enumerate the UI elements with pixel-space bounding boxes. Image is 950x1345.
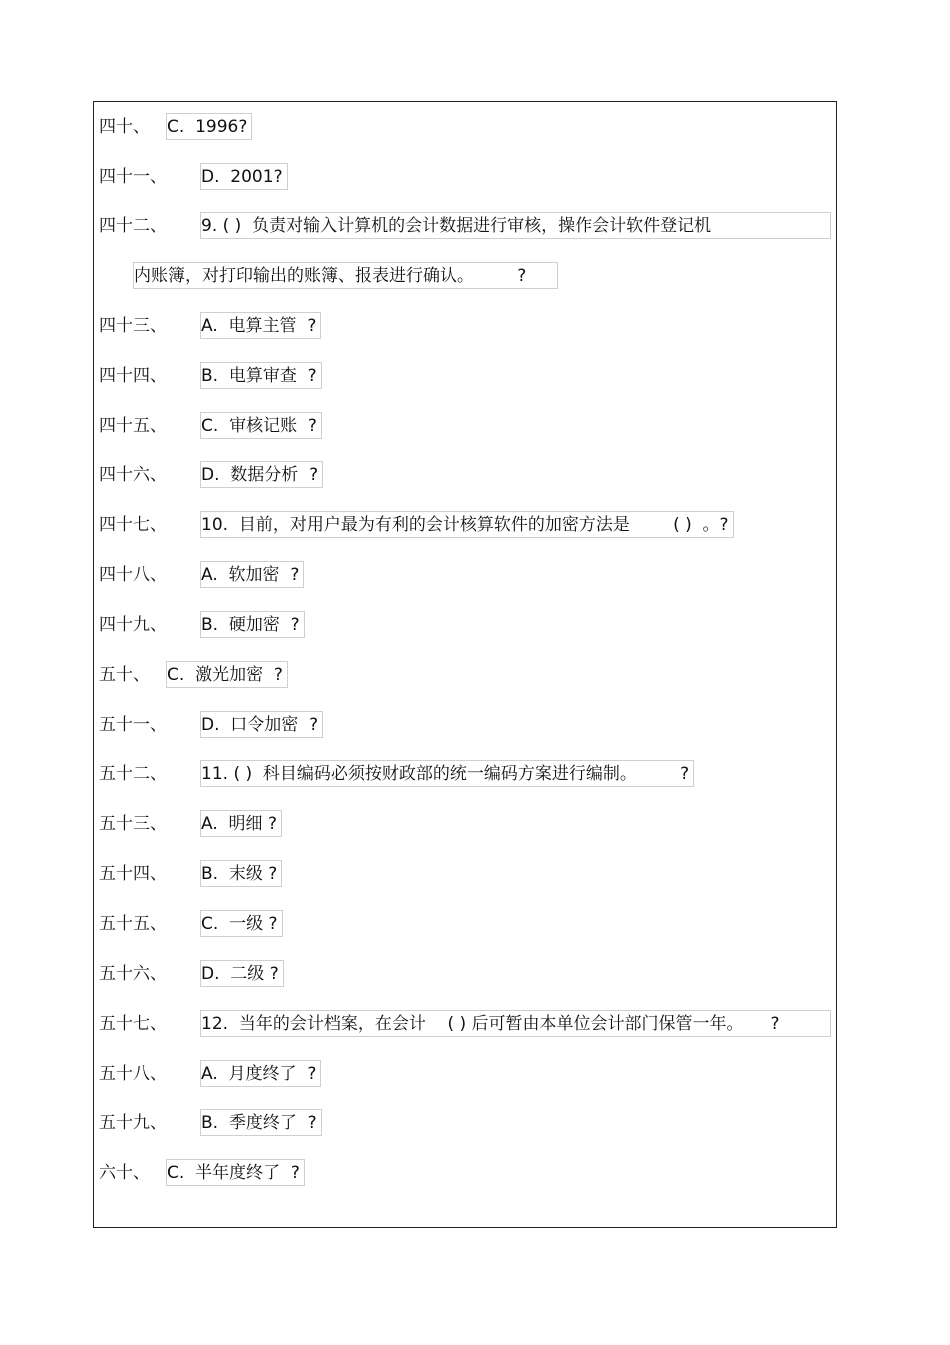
item-text: B. 末级 ? [200,860,282,887]
item-text: C. 激光加密 ? [166,661,288,688]
item-text: D. 口令加密 ? [200,711,323,738]
item-text: C. 审核记账 ? [200,412,322,439]
item-text: C. 半年度终了 ? [166,1159,305,1186]
item-text: A. 软加密 ? [200,561,304,588]
item-number: 四十一、 [99,167,167,187]
item-text: A. 电算主管 ? [200,312,321,339]
question-11-text: 11. ( ) 科目编码必须按财政部的统一编码方案进行编制。 ? [200,760,694,787]
item-text: D. 2001? [200,163,288,190]
item-number: 四十七、 [99,515,167,535]
item-number: 五十四、 [99,864,167,884]
item-number: 五十一、 [99,715,167,735]
item-number: 五十二、 [99,764,167,784]
item-number: 四十九、 [99,615,167,635]
item-text: A. 明细 ? [200,810,282,837]
item-number: 四十三、 [99,316,167,336]
item-text: C. 1996? [166,113,252,140]
item-number: 五十五、 [99,914,167,934]
item-number: 五十六、 [99,964,167,984]
item-text: D. 数据分析 ? [200,461,323,488]
item-number: 五十九、 [99,1113,167,1133]
question-9-continuation: 内账簿，对打印输出的账簿、报表进行确认。 ? [133,262,558,289]
item-number: 五十、 [99,665,150,685]
item-text: B. 硬加密 ? [200,611,305,638]
item-number: 四十、 [99,117,150,137]
question-12-text: 12. 当年的会计档案，在会计 ( ) 后可暂由本单位会计部门保管一年。 ? [200,1010,831,1037]
item-number: 五十三、 [99,814,167,834]
item-number: 四十八、 [99,565,167,585]
item-text: C. 一级 ? [200,910,283,937]
item-number: 六十、 [99,1163,150,1183]
item-number: 四十五、 [99,416,167,436]
question-9-text: 9. ( ) 负责对输入计算机的会计数据进行审核，操作会计软件登记机 [200,212,831,239]
question-10-text: 10. 目前，对用户最为有利的会计核算软件的加密方法是 ( ) 。? [200,511,734,538]
item-number: 四十六、 [99,465,167,485]
item-text: D. 二级 ? [200,960,284,987]
item-number: 四十四、 [99,366,167,386]
item-number: 五十八、 [99,1064,167,1084]
item-text: B. 季度终了 ? [200,1109,322,1136]
item-number: 四十二、 [99,216,167,236]
item-text: B. 电算审查 ? [200,362,322,389]
item-text: A. 月度终了 ? [200,1060,321,1087]
item-number: 五十七、 [99,1014,167,1034]
